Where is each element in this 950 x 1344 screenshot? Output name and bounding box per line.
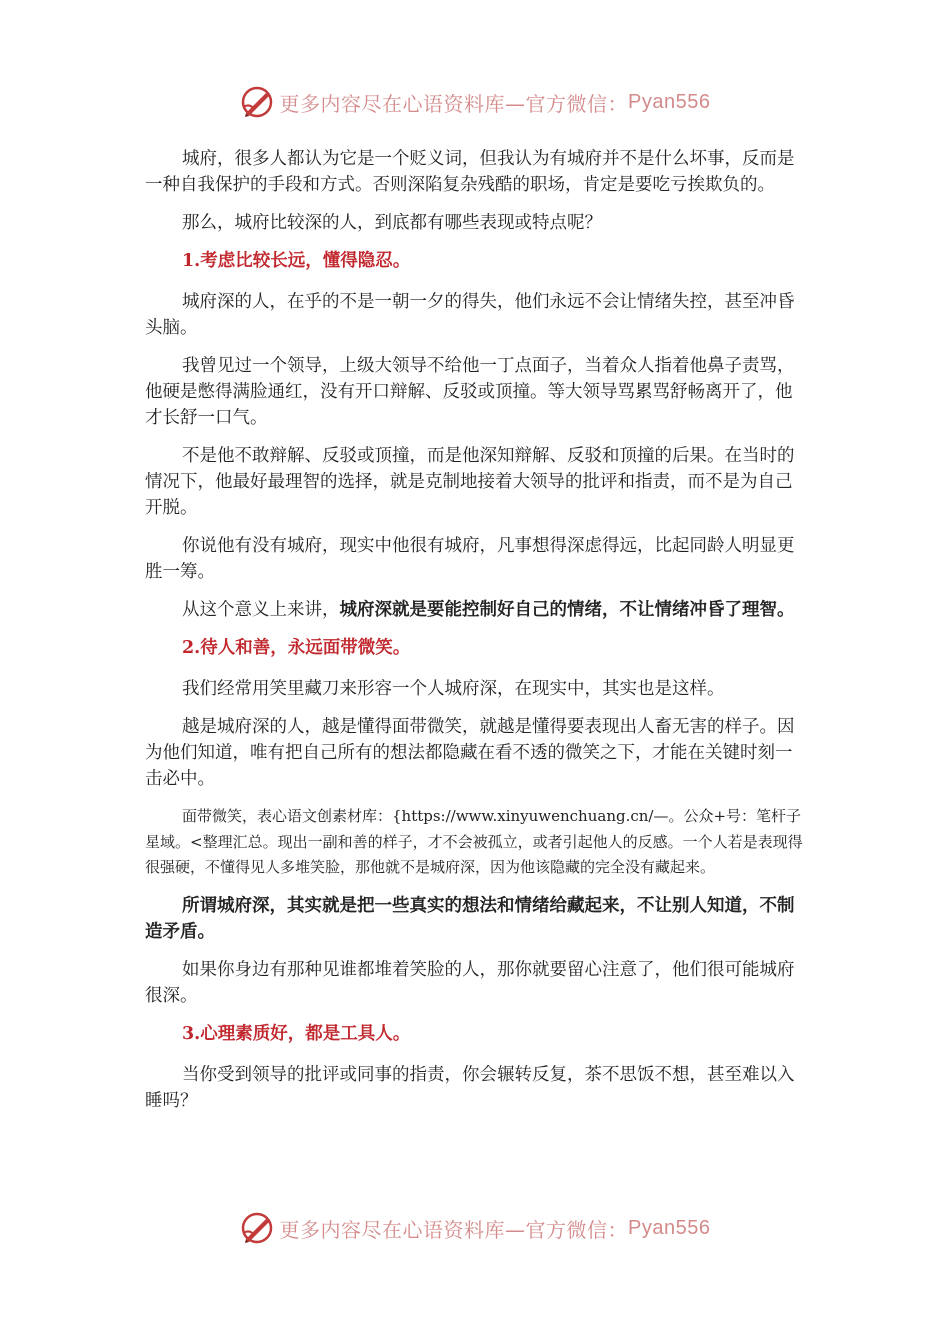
banner-text: 更多内容尽在心语资料库—官方微信： (279, 1217, 629, 1242)
article-body (145, 146, 807, 1126)
footer-banner (0, 1208, 950, 1248)
pen-logo-icon (240, 1211, 274, 1245)
paragraph: 不是他不敢辩解、反驳或顶撞，而是他深知辩解、反驳和顶撞的后果。在当时的情况下，他最好最理智的选择，就是克制地接着大领导的批评和指责，而不是为自己开脱。 (145, 446, 795, 518)
banner-handle: Pyan556 (628, 90, 711, 113)
banner-handle: Pyan556 (628, 1216, 711, 1239)
banner-text: 更多内容尽在心语资料库—官方微信： (279, 91, 629, 116)
section-heading-3: 3.心理素质好，都是工具人。 (182, 1023, 411, 1044)
header-banner (0, 82, 950, 122)
paragraph: 城府深的人，在乎的不是一朝一夕的得失，他们永远不会让情绪失控，甚至冲昏头脑。 (145, 292, 795, 338)
paragraph: 越是城府深的人，越是懂得面带微笑，就越是懂得要表现出人畜无害的样子。因为他们知道，唯有把自己所有的想法都隐藏在看不透的微笑之下，才能在关键时刻一击必中。 (145, 717, 795, 789)
paragraph: 我曾见过一个领导，上级大领导不给他一丁点面子，当着众人指着他鼻子责骂，他硬是憋得满脸通红，没有开口辩解、反驳或顶撞。等大领导骂累骂舒畅离开了，他才长舒一口气。 (145, 356, 795, 428)
watermark-paragraph: 面带微笑，表心语文创素材库：{https://www.xinyuwenchuang.cn/—。公众+号：笔杆子星域。<整理汇总。现出一副和善的样子，才不会被孤立，或者引起他人的反感。一个人若是表现得很强硬，不懂得见人多堆笑脸，那他就不是城府深，因为他该隐藏的完全没有藏起来。 (145, 807, 803, 876)
paragraph: 当你受到领导的批评或同事的指责，你会辗转反复，茶不思饭不想，甚至难以入睡吗？ (145, 1064, 795, 1111)
paragraph: 你说他有没有城府，现实中他很有城府，凡事想得深虑得远，比起同龄人明显更胜一筹。 (145, 536, 795, 582)
emphasis-text: 城府深就是要能控制好自己的情绪，不让情绪冲昏了理智。 (339, 600, 795, 620)
paragraph-with-emphasis (145, 597, 807, 623)
emphasis-paragraph: 所谓城府深，其实就是把一些真实的想法和情绪给藏起来，不让别人知道，不制造矛盾。 (145, 895, 795, 942)
section-heading-1: 1.考虑比较长远，懂得隐忍。 (182, 251, 411, 271)
section-heading-2: 2.待人和善，永远面带微笑。 (182, 638, 411, 658)
paragraph: 城府，很多人都认为它是一个贬义词，但我认为有城府并不是什么坏事，反而是一种自我保护的手段和方式。否则深陷复杂残酷的职场，肯定是要吃亏挨欺负的。 (145, 149, 795, 195)
paragraph: 我们经常用笑里藏刀来形容一个人城府深，在现实中，其实也是这样。 (182, 679, 725, 699)
pen-logo-icon (240, 85, 274, 119)
paragraph: 如果你身边有那种见谁都堆着笑脸的人，那你就要留心注意了，他们很可能城府很深。 (145, 959, 795, 1006)
paragraph-lead: 从这个意义上来讲， (182, 600, 340, 620)
paragraph: 那么，城府比较深的人，到底都有哪些表现或特点呢？ (182, 213, 602, 233)
